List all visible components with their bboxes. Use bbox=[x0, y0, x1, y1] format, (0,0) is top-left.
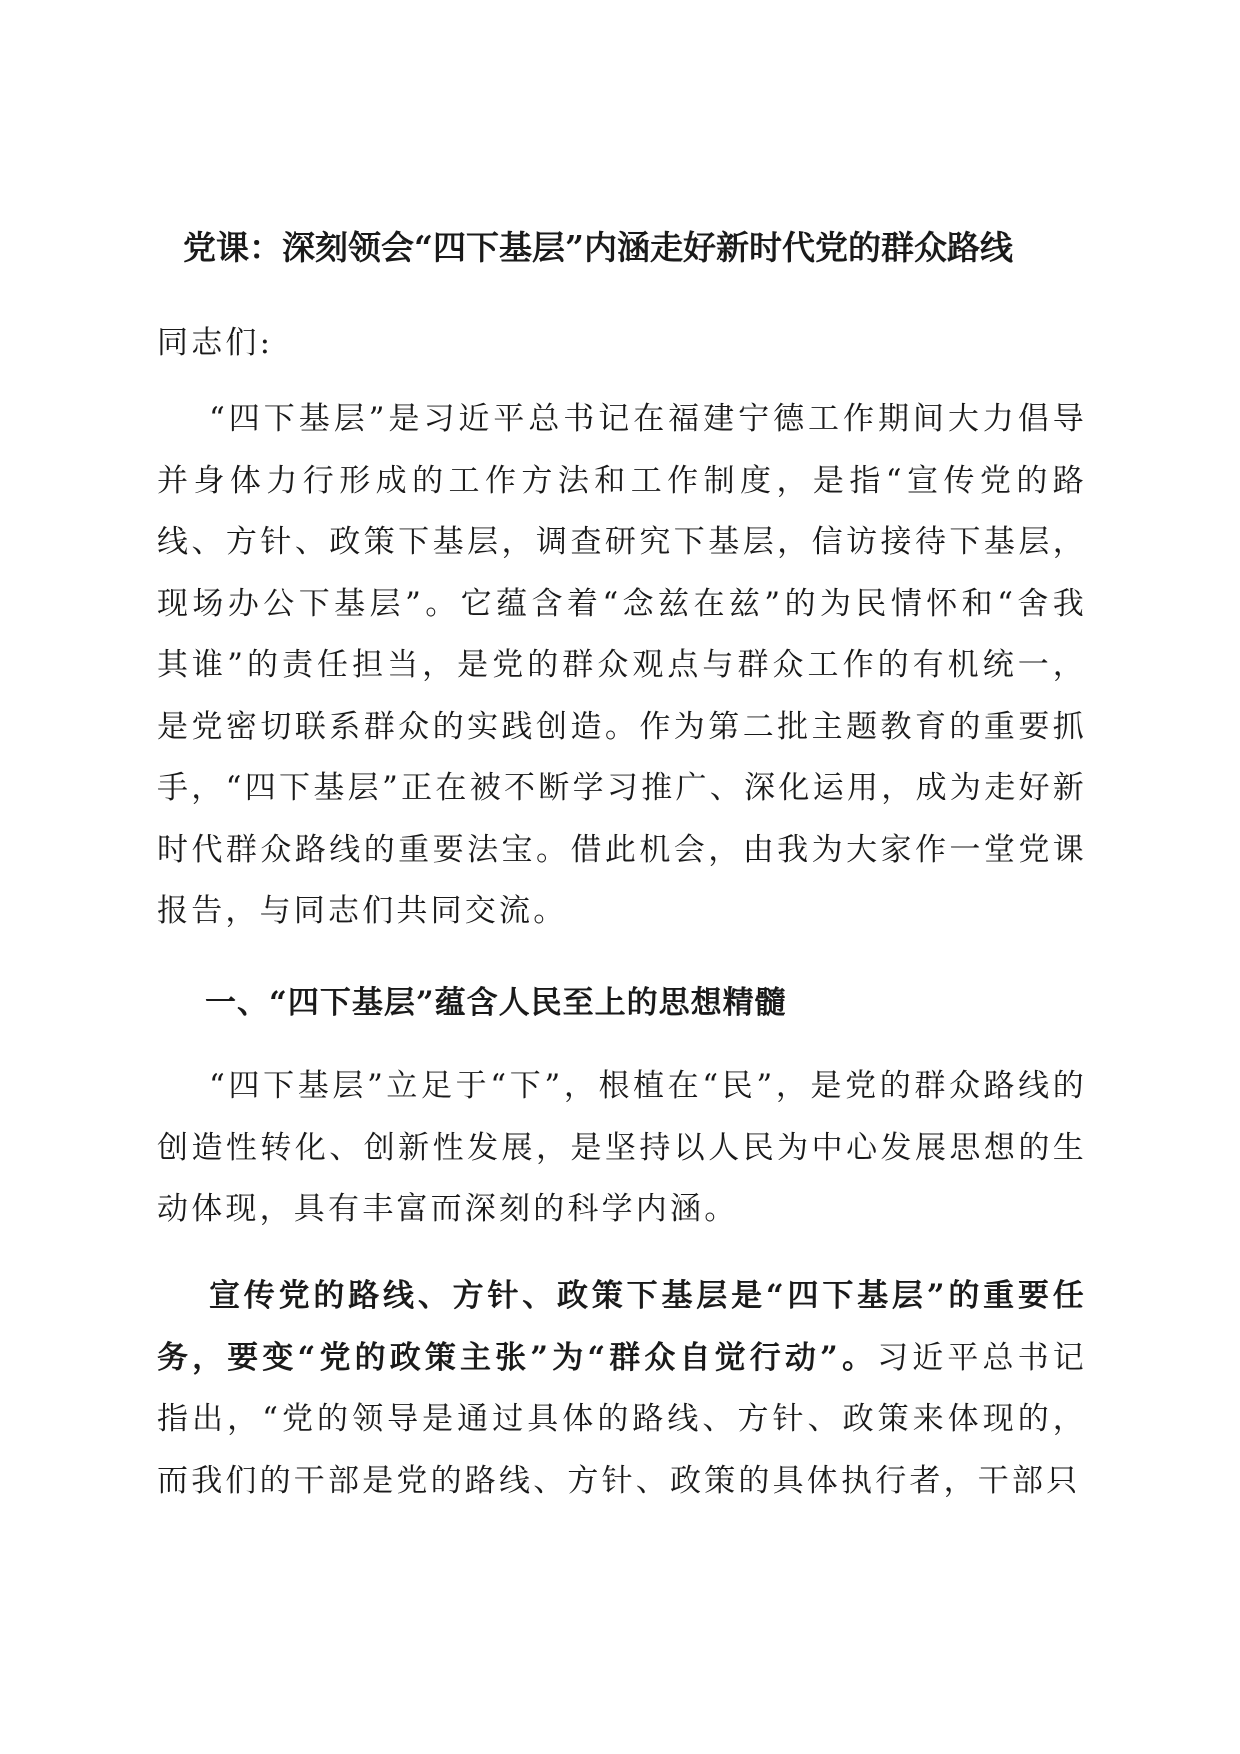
paragraph-lead-sentence: 宣传党的路线、方针、政策下基层是“四下基层”的重要任务，要变“党的政策主张”为“群众自觉行动”。 bbox=[157, 1278, 1087, 1376]
paragraph-intro: “四下基层”是习近平总书记在福建宁德工作期间大力倡导并身体力行形成的工作方法和工作制度，是指“宣传党的路线、方针、政策下基层，调查研究下基层，信访接待下基层，现场办公下基层”。它蕴含着“念兹在兹”的为民情怀和“舍我其谁”的责任担当，是党的群众观点与群众工作的有机统一，是党密切联系群众的实践创造。作为第二批主题教育的重要抓手，“四下基层”正在被不断学习推广、深化运用，成为走好新时代群众路线的重要法宝。借此机会，由我为大家作一堂党课报告，与同志们共同交流。 bbox=[157, 401, 1087, 929]
paragraph-section1-intro: “四下基层”立足于“下”，根植在“民”，是党的群众路线的创造性转化、创新性发展，是坚持以人民为中心发展思想的生动体现，具有丰富而深刻的科学内涵。 bbox=[157, 1068, 1087, 1227]
document-title: 党课：深刻领会“四下基层”内涵走好新时代党的群众路线 bbox=[183, 228, 1013, 267]
section-heading-1: 一、“四下基层”蕴含人民至上的思想精髓 bbox=[205, 985, 787, 1021]
paragraph-body: 习近平总书记指出，“党的领导是通过具体的路线、方针、政策来体现的，而我们的干部是党的路线、方针、政策的具体执行者，干部只 bbox=[157, 1339, 1087, 1499]
paragraph-section1-point1 bbox=[157, 1266, 1087, 1512]
salutation: 同志们: bbox=[157, 325, 274, 361]
